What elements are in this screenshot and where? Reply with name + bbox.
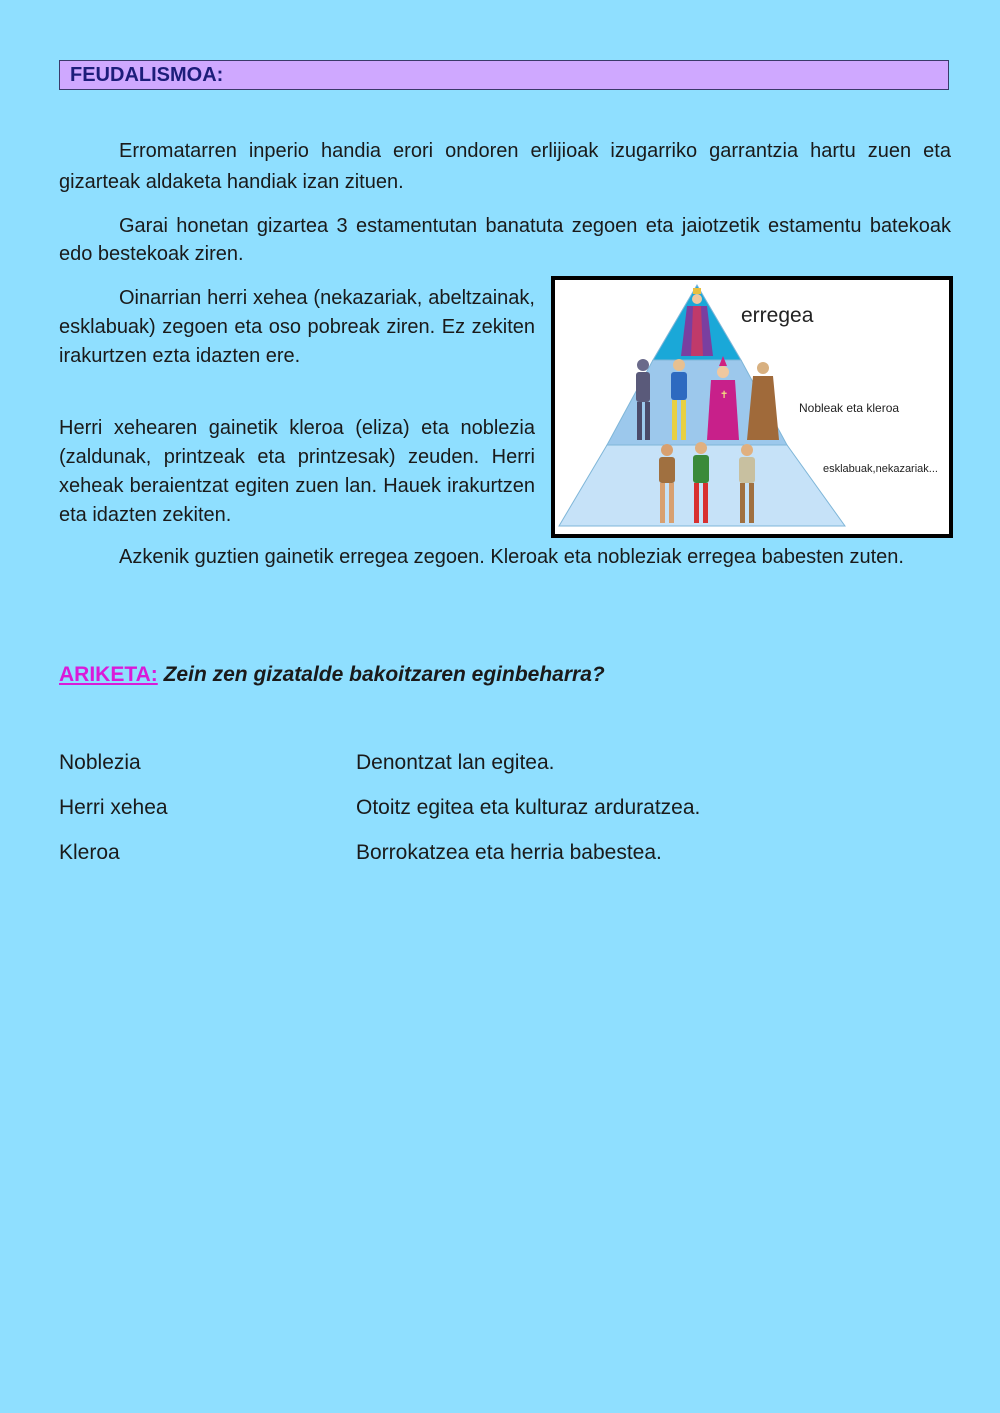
paragraph-intro: Erromatarren inperio handia erori ondoren erlijioak izugarriko garrantzia hartu zuen eta gizarteak aldaketa handiak izan zituen. [59, 140, 951, 193]
paragraph-commoners: Oinarrian herri xehea (nekazariak, abeltzainak, esklabuak) zegoen eta oso pobreak ziren. Ez zekiten irakurtzen ezta idazten ere. [59, 287, 535, 367]
label-commoners: esklabuak,nekazariak... [823, 463, 938, 475]
exercise-prompt [59, 660, 605, 690]
feudal-pyramid-figure [551, 276, 953, 538]
match-task-item[interactable]: Denontzat lan egitea. [356, 751, 555, 774]
paragraph-king: Azkenik guztien gainetik erregea zegoen. Kleroak eta nobleziak erregea babesten zuten. [119, 546, 904, 568]
exercise-question: Zein zen gizatalde bakoitzaren eginbeharra? [163, 663, 605, 686]
match-task-item[interactable]: Borrokatzea eta herria babestea. [356, 841, 662, 864]
svg-text:✝: ✝ [720, 390, 729, 401]
match-group-item[interactable]: Noblezia [59, 751, 141, 774]
monk-figure [747, 362, 779, 440]
paragraph-clergy-nobility: Herri xehearen gainetik kleroa (eliza) eta noblezia (zaldunak, printzeak eta printzesak) zeuden. Herri xeheak beraientzat egiten zuen lan. Hauek irakurtzen eta idazten zekiten. [59, 417, 535, 526]
exercise-label: ARIKETA: [59, 663, 158, 686]
match-group-item[interactable]: Kleroa [59, 841, 120, 864]
paragraph-estates: Garai honetan gizartea 3 estamentutan banatuta zegoen eta jaiotzetik estamentu batekoak edo bestekoak ziren. [59, 215, 951, 265]
king-figure [681, 288, 713, 356]
label-nobility-clergy: Nobleak eta kleroa [799, 401, 900, 415]
label-king: erregea [741, 304, 814, 327]
page-title: FEUDALISMOA: [59, 60, 949, 90]
match-group-item[interactable]: Herri xehea [59, 796, 168, 819]
feudal-pyramid-diagram [555, 280, 949, 534]
match-task-item[interactable]: Otoitz egitea eta kulturaz arduratzea. [356, 796, 701, 819]
